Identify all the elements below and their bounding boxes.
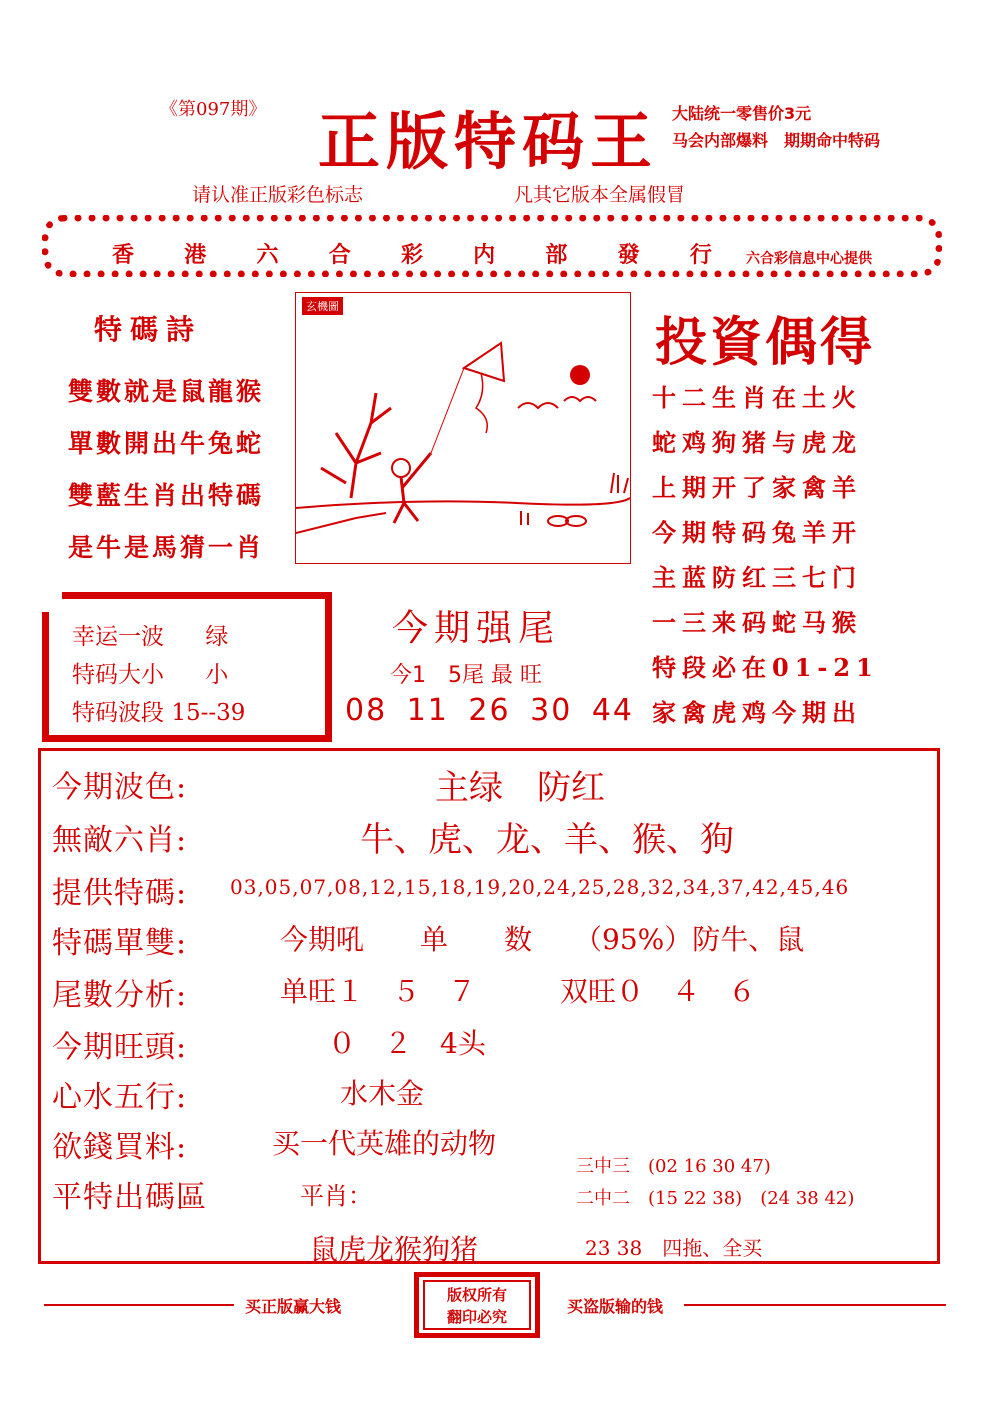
banner-char: 港 bbox=[184, 242, 207, 268]
tail-analysis-label: 尾數分析: bbox=[52, 978, 188, 1013]
tail-analysis-value: 单旺１ ５ ７ 双旺０ ４ ６ bbox=[280, 975, 757, 1008]
price-line: 大陆统一零售价3元 bbox=[672, 104, 812, 123]
kite-icon bbox=[464, 343, 504, 381]
flat-zone-label: 平特出碼區 bbox=[52, 1180, 207, 1215]
luck-box-corner bbox=[42, 592, 62, 612]
odd-even-label: 特碼單雙: bbox=[52, 926, 188, 961]
invest-line: 特段必在01-21 bbox=[652, 653, 879, 682]
banner-char: 行 bbox=[689, 242, 712, 268]
banner-char: 合 bbox=[328, 242, 351, 268]
poem-line: 是牛是馬猜一肖 bbox=[68, 533, 265, 562]
footer-rule-left bbox=[44, 1304, 234, 1306]
copyright-line: 翻印必究 bbox=[446, 1308, 507, 1326]
authenticity-notice: 请认准正版彩色标志 bbox=[192, 184, 364, 206]
banner-char: 部 bbox=[545, 242, 568, 268]
picture-label: 玄機圖 bbox=[302, 297, 343, 315]
page-title: 正版特码王 bbox=[318, 105, 659, 178]
banner-char: 香 bbox=[112, 242, 135, 268]
five-elements-label: 心水五行: bbox=[52, 1080, 188, 1115]
six-zodiac-value: 牛、虎、龙、羊、猴、狗 bbox=[360, 820, 734, 860]
poem-line: 雙藍生肖出特碼 bbox=[68, 481, 265, 510]
luck-row bbox=[72, 694, 245, 727]
wave-color-value: 主绿 防红 bbox=[435, 768, 605, 808]
banner-char: 發 bbox=[617, 242, 640, 268]
child-figure bbox=[392, 459, 410, 477]
invest-line: 家禽虎鸡今期出 bbox=[652, 698, 862, 727]
luck-value: 小 bbox=[205, 662, 229, 688]
flat-zodiacs: 鼠虎龙猴狗猪 bbox=[310, 1233, 479, 1266]
tagline: 马会内部爆料 期期命中特码 bbox=[672, 131, 881, 150]
invest-line: 蛇鸡狗猪与虎龙 bbox=[652, 428, 862, 457]
riddle-picture bbox=[295, 292, 631, 564]
luck-value: 绿 bbox=[205, 624, 229, 650]
issuer-text bbox=[112, 238, 712, 269]
copyright-stamp bbox=[423, 1280, 531, 1330]
invest-line: 一三来码蛇马猴 bbox=[652, 608, 862, 637]
luck-label: 特码波段 bbox=[72, 700, 164, 726]
buy-tip-label: 欲錢買料: bbox=[52, 1130, 188, 1165]
strong-tail-subtitle: 今1 5尾 最 旺 bbox=[390, 663, 542, 688]
invest-line: 今期特码兔羊开 bbox=[652, 518, 862, 547]
poem-line: 單數開出牛兔蛇 bbox=[68, 429, 265, 458]
luck-label: 幸运一波 bbox=[72, 624, 164, 650]
pull-line: 23 38 四拖、全买 bbox=[585, 1236, 763, 1260]
invest-title: 投資偶得 bbox=[655, 312, 876, 373]
invest-line: 上期开了家禽羊 bbox=[652, 473, 862, 502]
luck-row bbox=[72, 618, 228, 651]
issue-number: 《第097期》 bbox=[160, 99, 267, 120]
six-zodiac-label: 無敵六肖: bbox=[52, 823, 188, 858]
hot-head-label: 今期旺頭: bbox=[52, 1030, 188, 1065]
banner-source: 六合彩信息中心提供 bbox=[746, 251, 872, 267]
footer-rule-right bbox=[684, 1304, 946, 1306]
counterfeit-notice: 凡其它版本全属假冒 bbox=[514, 184, 686, 206]
kite-illustration bbox=[296, 293, 630, 563]
footer-right-slogan: 买盗版输的钱 bbox=[567, 1297, 664, 1316]
hot-head-value: ０ ２ 4头 bbox=[328, 1027, 486, 1060]
special-numbers-value: 03,05,07,08,12,15,18,19,20,24,25,28,32,34,37,42,45,46 bbox=[230, 875, 850, 899]
strong-tail-numbers: 08 11 26 30 44 bbox=[345, 693, 635, 728]
poem-line: 雙數就是鼠龍猴 bbox=[68, 377, 265, 406]
special-numbers-label: 提供特碼: bbox=[52, 876, 188, 911]
banner-char: 彩 bbox=[400, 242, 423, 268]
banner-char: 内 bbox=[473, 242, 496, 268]
luck-row bbox=[72, 656, 228, 689]
poem-title: 特碼詩 bbox=[94, 313, 203, 346]
banner-char: 六 bbox=[256, 242, 279, 268]
invest-line: 主蓝防红三七门 bbox=[652, 563, 862, 592]
erzhong-line: 二中二 (15 22 38) (24 38 42) bbox=[576, 1188, 855, 1209]
price-block bbox=[672, 100, 880, 154]
strong-tail-title: 今期强尾 bbox=[392, 608, 561, 649]
five-elements-value: 水木金 bbox=[340, 1077, 425, 1110]
luck-label: 特码大小 bbox=[72, 662, 164, 688]
odd-even-value: 今期吼 单 数 （95%）防牛、鼠 bbox=[280, 923, 805, 956]
wave-color-label: 今期波色: bbox=[52, 770, 188, 805]
flat-zone-value: 平肖： bbox=[300, 1182, 372, 1210]
invest-line: 十二生肖在土火 bbox=[652, 383, 862, 412]
sun-icon bbox=[570, 365, 590, 385]
footer-left-slogan: 买正版赢大钱 bbox=[245, 1297, 342, 1316]
luck-value: 15--39 bbox=[171, 700, 246, 726]
sanzhong-line: 三中三 (02 16 30 47) bbox=[576, 1156, 771, 1177]
copyright-line: 版权所有 bbox=[446, 1286, 507, 1304]
buy-tip-value: 买一代英雄的动物 bbox=[272, 1127, 497, 1160]
